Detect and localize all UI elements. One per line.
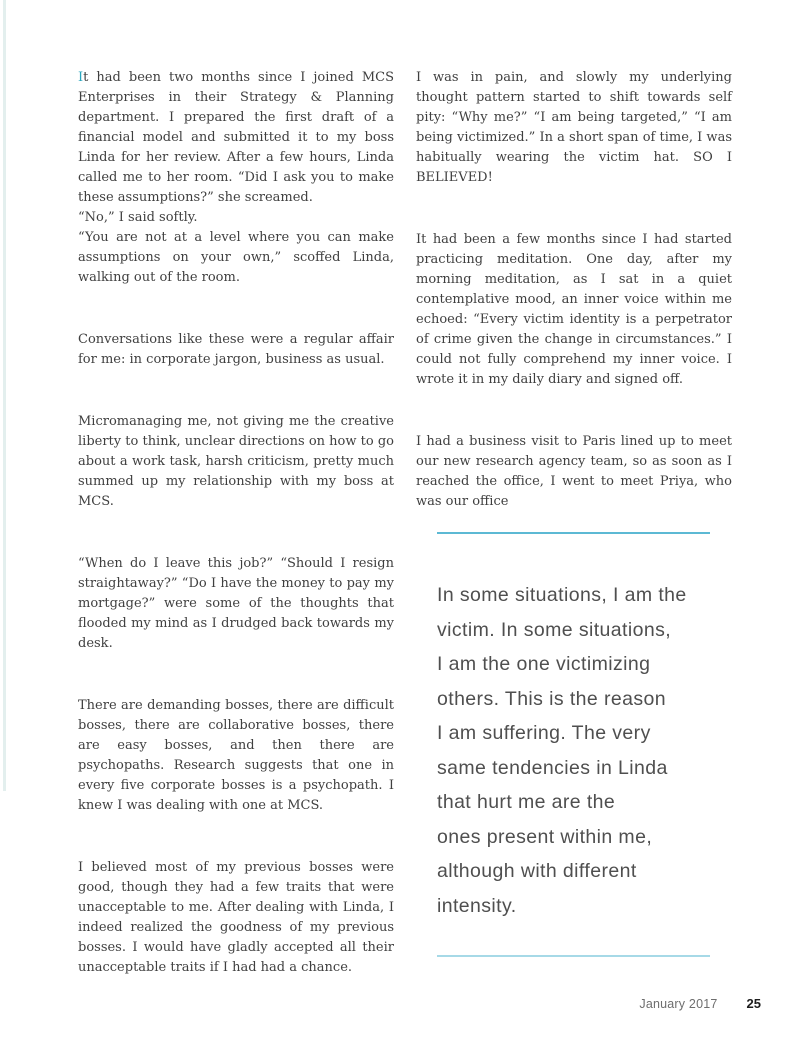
paragraph-block-7 xyxy=(416,68,732,188)
paragraph-block-8 xyxy=(416,230,732,390)
body-paragraph: There are demanding bosses, there are difficult bosses, there are collaborative bosses, there are easy bosses, and then there are psychopaths. Research suggests that one in every five corporate bosses is a psychopath. I knew I was dealing with one at MCS. xyxy=(78,698,394,813)
paragraph-block-4 xyxy=(78,554,394,654)
pull-quote-line: that hurt me are the xyxy=(437,791,616,813)
paragraph-block-5 xyxy=(78,696,394,816)
pull-quote-line: others. This is the reason xyxy=(437,687,666,710)
body-paragraph: I was in pain, and slowly my underlying thought pattern started to shift towards self pity: “Why me?” “I am being targeted,” “I am being victimized.” In a short span of time, I was habitually wearing the victim hat. SO I BELIEVED! xyxy=(416,70,732,185)
paragraph-block-3 xyxy=(78,412,394,512)
left-edge-rule xyxy=(3,0,6,791)
body-paragraph xyxy=(78,68,394,208)
pull-quote-line: In some situations, I am the xyxy=(437,584,687,606)
paragraph-block-1 xyxy=(78,68,394,288)
pull-quote xyxy=(437,532,710,957)
page-number: 25 xyxy=(746,996,761,1011)
pull-quote-top-rule xyxy=(437,532,710,534)
paragraph-block-2 xyxy=(78,330,394,370)
body-paragraph: “No,” I said softly. xyxy=(78,210,198,225)
body-paragraph: Conversations like these were a regular affair for me: in corporate jargon, business as usual. xyxy=(78,332,394,367)
page-footer xyxy=(639,996,761,1011)
pull-quote-line: although with different xyxy=(437,860,637,882)
body-paragraph: It had been a few months since I had started practicing meditation. One day, after my morning meditation, as I sat in a quiet contemplative mood, an inner voice within me echoed: “Every victim identity is a perpetrator of crime given the change in circumstances.” I could not fully comprehend my inner voice. I wrote it in my daily diary and signed off. xyxy=(416,232,732,387)
pull-quote-line: I am suffering. The very xyxy=(437,722,651,744)
lead-initial: I xyxy=(78,70,84,85)
paragraph-block-6 xyxy=(78,858,394,978)
pull-quote-text xyxy=(437,578,710,923)
body-paragraph: “When do I leave this job?” “Should I resign straightaway?” “Do I have the money to pay my mortgage?” were some of the thoughts that flooded my mind as I drudged back towards my desk. xyxy=(78,556,394,651)
pull-quote-line: same tendencies in Linda xyxy=(437,756,668,779)
right-column xyxy=(416,68,732,1020)
body-paragraph: “You are not at a level where you can make assumptions on your own,” scoffed Linda, walking out of the room. xyxy=(78,230,394,285)
pull-quote-line: intensity. xyxy=(437,894,517,917)
paragraph-text: t had been two months since I joined MCS Enterprises in their Strategy & Planning department. I prepared the first draft of a financial model and submitted it to my boss Linda for her review. After a few hours, Linda called me to her room. “Did I ask you to make these assumptions?” she screamed. xyxy=(78,70,394,205)
pull-quote-line: victim. In some situations, xyxy=(437,618,672,641)
pull-quote-line: I am the one victimizing xyxy=(437,653,651,675)
left-column xyxy=(78,68,394,1020)
paragraph-block-9 xyxy=(416,432,732,512)
body-paragraph: I believed most of my previous bosses were good, though they had a few traits that were unacceptable to me. After dealing with Linda, I indeed realized the goodness of my previous bosses. I would have gladly accepted all their unacceptable traits if I had had a chance. xyxy=(78,860,394,975)
issue-date: January 2017 xyxy=(639,997,718,1011)
body-paragraph: Micromanaging me, not giving me the creative liberty to think, unclear directions on how to go about a work task, harsh criticism, pretty much summed up my relationship with my boss at MCS. xyxy=(78,414,394,509)
body-paragraph: I had a business visit to Paris lined up to meet our new research agency team, so as soon as I reached the office, I went to meet Priya, who was our office xyxy=(416,434,732,509)
pull-quote-line: ones present within me, xyxy=(437,825,653,848)
pull-quote-bottom-rule xyxy=(437,955,710,957)
